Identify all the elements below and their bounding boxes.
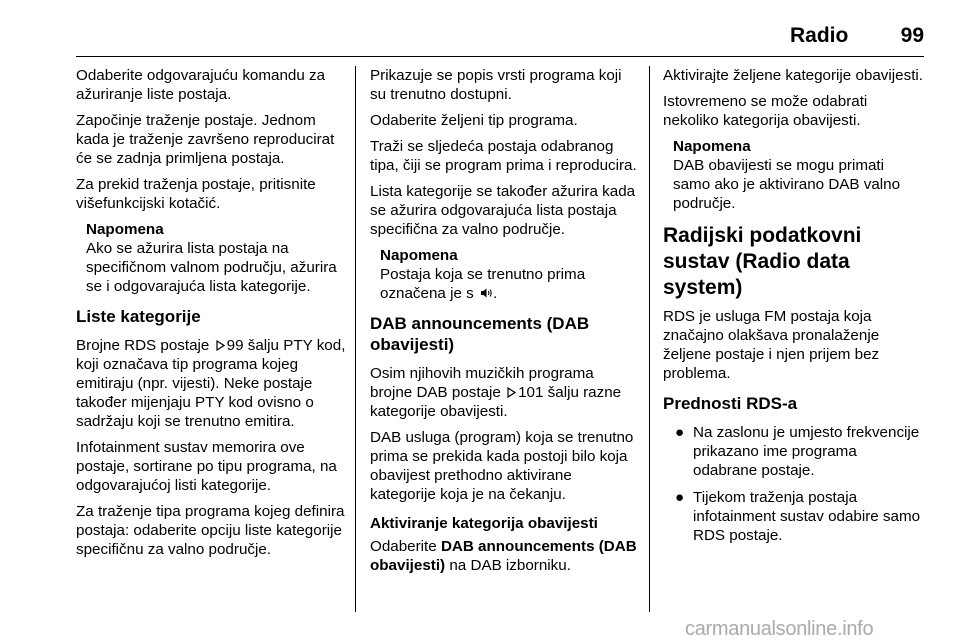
reference-arrow-icon	[507, 387, 516, 398]
section-heading: Radijski podatkovni sustav (Radio data system)	[663, 224, 862, 299]
paragraph: Za prekid traženja postaje, pritisnite višefunkcijski kotačić.	[76, 176, 316, 212]
paragraph: Lista kategorije se također ažurira kada se ažurira odgovarajuća lista postaja specifična za valno područje.	[370, 183, 636, 238]
note-text: Postaja koja se trenutno prima označena je s	[380, 266, 586, 302]
note-title: Napomena	[673, 138, 751, 155]
column-divider-2	[649, 66, 650, 612]
menu-item-label: DAB announcements (DAB obavijesti)	[370, 538, 637, 574]
watermark: carmanualsonline.info	[685, 618, 874, 640]
page-title: Radio	[790, 24, 849, 47]
column-2	[370, 66, 638, 582]
reference-arrow-icon	[216, 340, 225, 351]
page-reference-link[interactable]: 99	[226, 337, 244, 354]
column-1	[76, 66, 346, 566]
note-title: Napomena	[380, 247, 458, 264]
paragraph: Odaberite željeni tip programa.	[370, 112, 578, 129]
header-divider	[76, 56, 924, 57]
note-box	[673, 137, 925, 213]
note-text: Ako se ažurira lista postaja na specifičnom valnom području, ažurira se i odgovarajuća lista kategorije.	[86, 240, 337, 295]
paragraph: RDS je usluga FM postaja koja značajno olakšava pronalaženje željene postaje i njen prijem bez problema.	[663, 308, 880, 382]
paragraph: Aktivirajte željene kategorije obavijesti.	[663, 67, 924, 84]
paragraph: DAB usluga (program) koja se trenutno prima se prekida kada postoji bilo koja obavijest prethodno aktivirane kategorije koja je na čekanju.	[370, 429, 634, 503]
list-item: ● Na zaslonu je umjesto frekvencije prikazano ime programa odabrane postaje.	[675, 424, 920, 479]
bullet-icon: ●	[675, 424, 685, 441]
note-title: Napomena	[86, 221, 164, 238]
list-item: ● Tijekom traženja postaja infotainment sustav odabire samo RDS postaje.	[675, 489, 921, 544]
page-header	[0, 0, 960, 56]
bullet-icon: ●	[675, 489, 685, 506]
section-heading: DAB announcements (DAB obavijesti)	[370, 314, 590, 354]
speaker-icon	[480, 287, 493, 299]
note-box	[86, 220, 346, 296]
paragraph: Odaberite DAB announcements (DAB obavijesti) na DAB izborniku.	[370, 538, 637, 574]
note-text: DAB obavijesti se mogu primati samo ako je aktivirano DAB valno područje.	[673, 157, 901, 212]
paragraph: Infotainment sustav memorira ove postaje, sortirane po tipu programa, na odgovarajućoj listi kategorije.	[76, 439, 337, 494]
column-3	[663, 66, 925, 553]
paragraph: Istovremeno se može odabrati nekoliko kategorija obavijesti.	[663, 93, 868, 129]
bullet-list	[663, 423, 925, 545]
page-number: 99	[900, 24, 924, 47]
paragraph: Za traženje tipa programa kojeg definira postaja: odaberite opciju liste kategorije specifičnu za valno područje.	[76, 503, 345, 558]
column-divider-1	[355, 66, 356, 612]
section-heading: Liste kategorije	[76, 307, 201, 326]
paragraph: Prikazuje se popis vrsti programa koji su trenutno dostupni.	[370, 67, 622, 103]
note-box: Napomena Postaja koja se trenutno prima označena je s .	[380, 246, 638, 303]
paragraph: Osim njihovih muzičkih programa brojne DAB postaje 101 šalju razne kategorije obavijesti.	[370, 365, 622, 420]
paragraph: Započinje traženje postaje. Jednom kada je traženje završeno reproducirat će se zadnja primljena postaja.	[76, 112, 335, 167]
paragraph: Odaberite odgovarajuću komandu za ažuriranje liste postaja.	[76, 67, 326, 103]
subsection-heading: Aktiviranje kategorija obavijesti	[370, 515, 598, 532]
page-reference-link[interactable]: 101	[518, 384, 544, 401]
subsection-heading: Prednosti RDS-a	[663, 394, 798, 413]
paragraph: Traži se sljedeća postaja odabranog tipa, čiji se program prima i reproducira.	[370, 138, 637, 174]
paragraph: Brojne RDS postaje 99 šalju PTY kod, koji označava tip programa kojeg emitiraju (npr. vijesti). Neke postaje također mijenjaju PTY kod ovisno o sadržaju koji se trenutno emitira.	[76, 337, 346, 430]
